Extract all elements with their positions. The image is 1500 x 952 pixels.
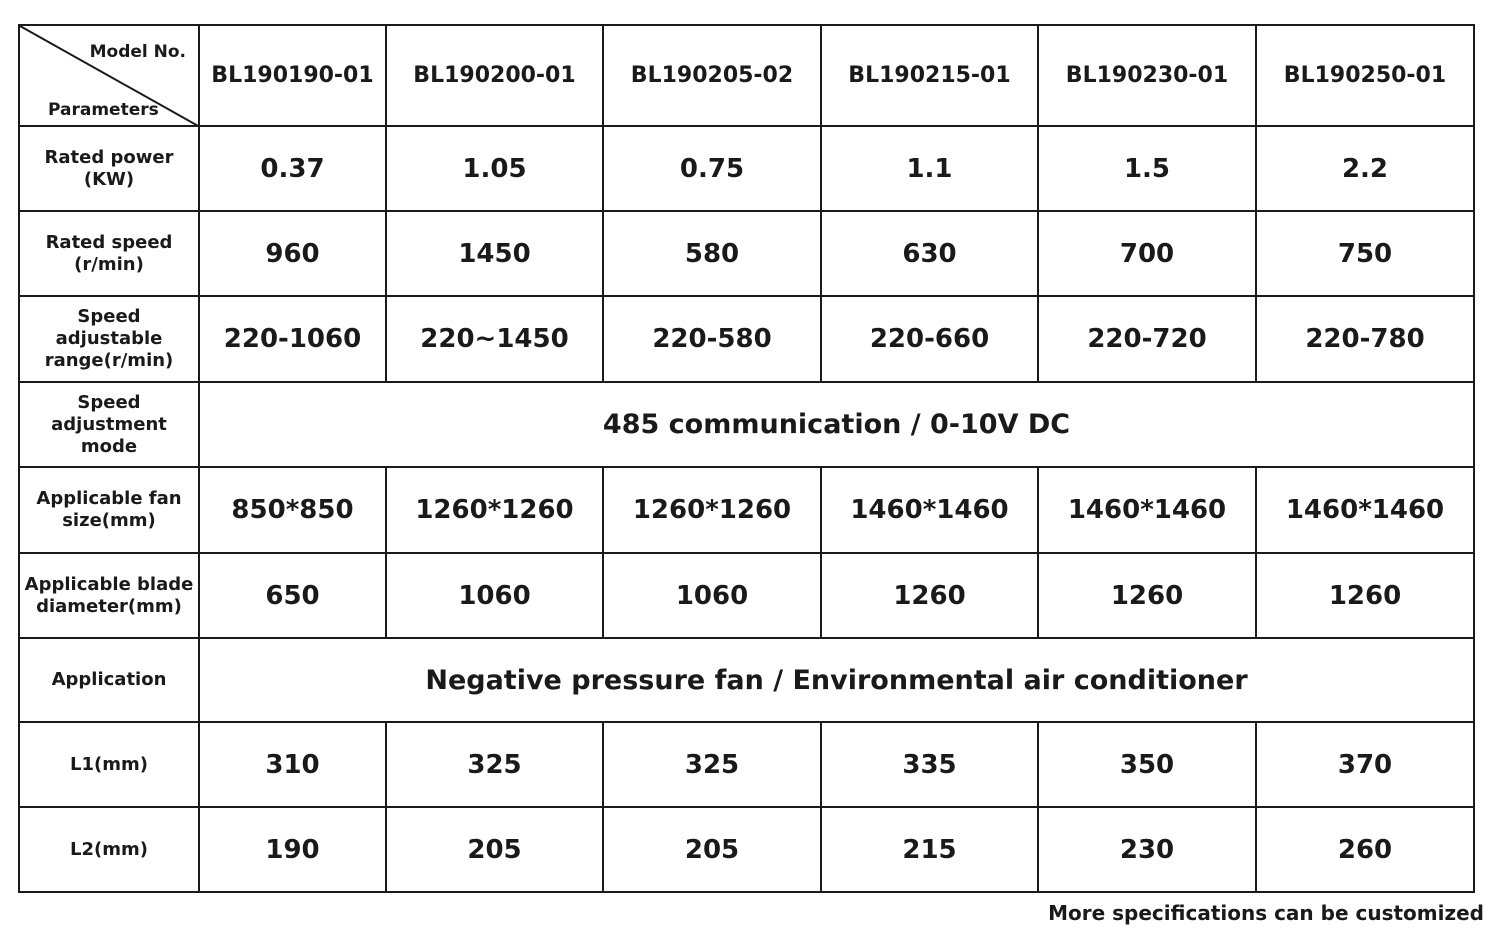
value-cell: 1450	[386, 211, 603, 296]
value-cell: 580	[603, 211, 821, 296]
value-cell: 1260	[821, 553, 1038, 638]
value-cell: 215	[821, 807, 1038, 892]
value-cell: 0.75	[603, 126, 821, 211]
value-cell: 1260*1260	[603, 467, 821, 553]
model-header-cell: BL190190-01	[199, 25, 386, 126]
parameter-label-cell	[19, 211, 199, 296]
value-cell: 2.2	[1256, 126, 1474, 211]
spec-table	[18, 24, 1475, 893]
value-cell: 1.5	[1038, 126, 1256, 211]
value-cell: 205	[386, 807, 603, 892]
value-cell: 220-1060	[199, 296, 386, 382]
model-header-cell: BL190205-02	[603, 25, 821, 126]
merged-value-cell: 485 communication / 0-10V DC	[199, 382, 1474, 467]
parameter-row	[19, 382, 1474, 467]
parameter-row	[19, 807, 1474, 892]
value-cell: 750	[1256, 211, 1474, 296]
value-cell: 350	[1038, 722, 1256, 807]
model-no-label: Model No.	[89, 42, 186, 62]
merged-value-cell: Negative pressure fan / Environmental air conditioner	[199, 638, 1474, 722]
parameter-label-line: Rated speed	[45, 231, 173, 253]
parameter-label-cell	[19, 553, 199, 638]
value-cell: 220~1450	[386, 296, 603, 382]
value-cell: 190	[199, 807, 386, 892]
parameter-row	[19, 638, 1474, 722]
customization-footnote: More specifications can be customized	[1048, 901, 1484, 925]
value-cell: 325	[386, 722, 603, 807]
parameter-label-line: diameter(mm)	[36, 595, 182, 617]
value-cell: 700	[1038, 211, 1256, 296]
parameter-label-line: adjustment	[51, 413, 167, 435]
parameter-row	[19, 467, 1474, 553]
value-cell: 1260	[1256, 553, 1474, 638]
value-cell: 220-660	[821, 296, 1038, 382]
value-cell: 1460*1460	[1038, 467, 1256, 553]
value-cell: 1260*1260	[386, 467, 603, 553]
value-cell: 1060	[386, 553, 603, 638]
parameter-label-line: Applicable blade	[24, 573, 194, 595]
parameter-label-line: size(mm)	[62, 510, 156, 531]
parameter-label-cell	[19, 807, 199, 892]
model-header-cell: BL190215-01	[821, 25, 1038, 126]
parameter-label-line: range(r/min)	[44, 350, 174, 371]
parameters-label: Parameters	[48, 100, 159, 120]
parameter-label-line: L1(mm)	[70, 753, 148, 775]
value-cell: 650	[199, 553, 386, 638]
value-cell: 1.05	[386, 126, 603, 211]
parameter-label-line: (KW)	[83, 168, 135, 190]
parameter-row	[19, 211, 1474, 296]
value-cell: 1460*1460	[821, 467, 1038, 553]
parameter-label-line: Speed adjustable	[55, 306, 163, 349]
header-row	[19, 25, 1474, 126]
parameter-label-cell	[19, 296, 199, 382]
value-cell: 220-780	[1256, 296, 1474, 382]
parameter-label-cell	[19, 126, 199, 211]
parameter-label-line: Rated power	[44, 146, 174, 168]
value-cell: 220-580	[603, 296, 821, 382]
value-cell: 260	[1256, 807, 1474, 892]
parameter-label-cell	[19, 382, 199, 467]
parameter-row	[19, 553, 1474, 638]
parameter-label-line: mode	[80, 435, 138, 457]
parameter-label-cell	[19, 467, 199, 553]
parameter-label-cell	[19, 638, 199, 722]
value-cell: 325	[603, 722, 821, 807]
value-cell: 1060	[603, 553, 821, 638]
value-cell: 220-720	[1038, 296, 1256, 382]
parameter-label-line: Application	[51, 669, 167, 690]
value-cell: 850*850	[199, 467, 386, 553]
value-cell: 1460*1460	[1256, 467, 1474, 553]
value-cell: 960	[199, 211, 386, 296]
value-cell: 1260	[1038, 553, 1256, 638]
parameter-label-line: (r/min)	[74, 253, 144, 275]
model-header-cell: BL190250-01	[1256, 25, 1474, 126]
value-cell: 335	[821, 722, 1038, 807]
value-cell: 310	[199, 722, 386, 807]
parameter-row	[19, 722, 1474, 807]
value-cell: 230	[1038, 807, 1256, 892]
value-cell: 370	[1256, 722, 1474, 807]
parameter-label-line: Applicable fan	[36, 488, 182, 509]
model-header-cell: BL190200-01	[386, 25, 603, 126]
model-header-cell: BL190230-01	[1038, 25, 1256, 126]
parameter-label-line: Speed	[77, 391, 141, 413]
corner-header-cell	[19, 25, 199, 126]
parameter-label-cell	[19, 722, 199, 807]
value-cell: 1.1	[821, 126, 1038, 211]
value-cell: 0.37	[199, 126, 386, 211]
value-cell: 205	[603, 807, 821, 892]
value-cell: 630	[821, 211, 1038, 296]
parameter-row	[19, 296, 1474, 382]
parameter-row	[19, 126, 1474, 211]
parameter-label-line: L2(mm)	[70, 838, 148, 860]
